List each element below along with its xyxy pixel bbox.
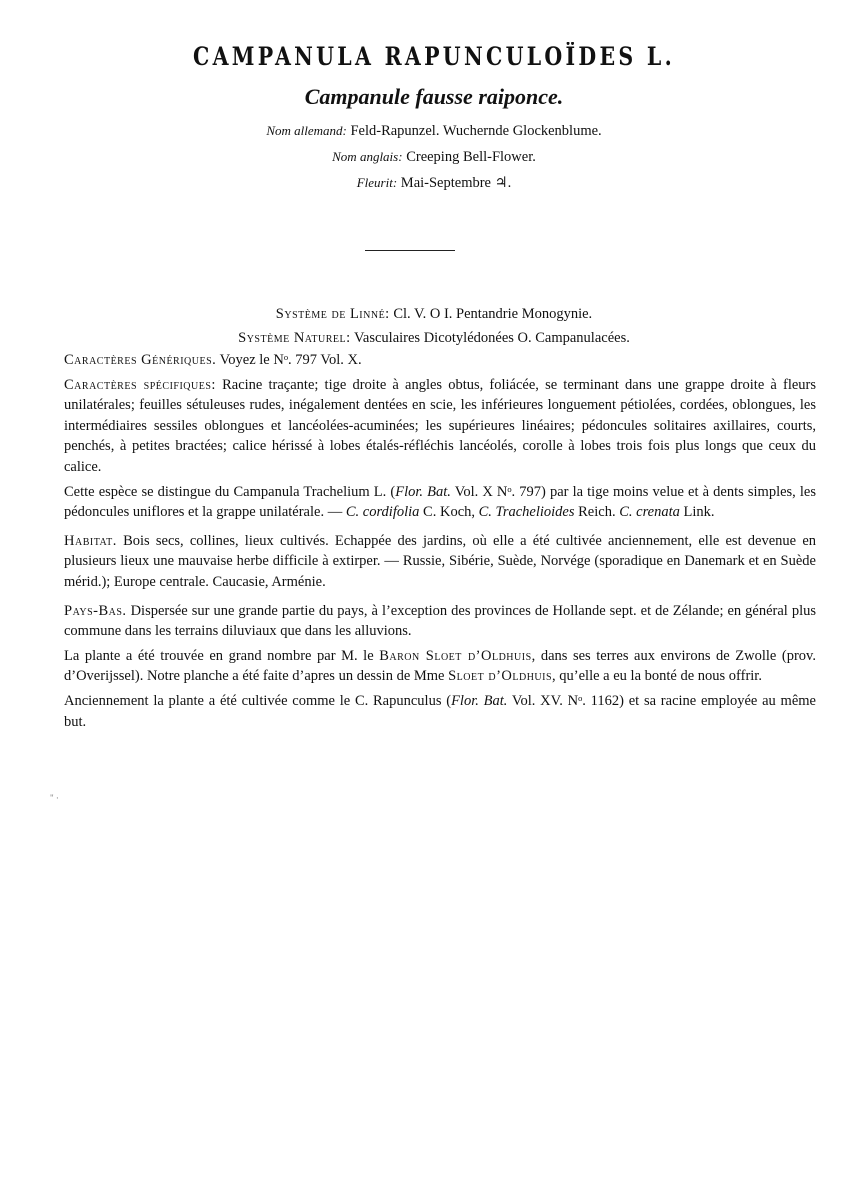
- german-name-value: Feld-Rapunzel. Wuchernde Glockenblume.: [350, 123, 602, 139]
- description-body: [64, 350, 816, 736]
- divider-rule: [365, 250, 455, 251]
- synonym-cordifolia: C. cordifolia: [345, 504, 420, 521]
- linne-system-value: Cl. V. O I. Pentandrie Monogynie.: [393, 306, 593, 322]
- cultivation-reference: Flor. Bat.: [451, 692, 508, 709]
- cultivation-text-b: Vol. XV. Nᵒ. 1162) et sa racine employée au même but.: [64, 692, 816, 730]
- specific-characters-text: Racine traçante; tige droite à angles obtus, foliácée, se terminant dans une grappe droite à fleurs unilatérales; feuilles sétuleuses rudes, inégalement dentées en scie, les inférieures longuement pétiolées, cordées, oblongues, les intermédiaires sessiles oblongues et lancéolées-acuminées; les supérieures linéaires; pédoncules solitaires axillaires, courts, penchés, à petites bractées; calice hérissé à lobes étalés-réfléchis lancéolés, corolle à lobes trois fois plus longs que ceux du calice.: [64, 376, 817, 475]
- distinction-text-c: C. Koch,: [419, 504, 479, 521]
- finder-name: Baron Sloet d’Oldhuis: [379, 647, 532, 664]
- linne-system-label: Système de Linné:: [275, 306, 390, 322]
- finding-paragraph: [64, 646, 816, 687]
- natural-system-value: Vasculaires Dicotylédonées O. Campanulacées.: [354, 330, 630, 346]
- habitat-text: Bois secs, collines, lieux cultivés. Echappée des jardins, où elle a été cultivée anciennement, elle est devenue en plusieurs lieux une mauvaise herbe difficile à extirper. — Russie, Sibérie, Suède, Norvége (sporadique en Danemark et en Suède mérid.); Europe centrale. Caucasie, Arménie.: [64, 532, 817, 590]
- english-name-label: Nom anglais:: [332, 149, 403, 164]
- finding-text-a: La plante a été trouvée en grand nombre par M. le: [64, 647, 380, 664]
- distinction-text-d: Reich.: [574, 504, 620, 521]
- habitat-paragraph: [64, 531, 816, 593]
- specific-characters-label: Caractères spécifiques:: [64, 376, 216, 393]
- illustrator-name: Sloet d’Oldhuis: [448, 668, 553, 685]
- distinction-reference: Flor. Bat.: [395, 483, 451, 500]
- habitat-label: Habitat.: [64, 532, 117, 549]
- flowering-line: [0, 170, 868, 196]
- flowering-label: Fleurit:: [356, 175, 398, 190]
- distinction-text-b: Vol. X Nᵒ. 797) par la tige moins velue et à dents simples, les pédoncules uniflores et la grappe unilatérale. —: [64, 483, 817, 521]
- synonym-crenata: C. crenata: [619, 504, 680, 521]
- netherlands-text: Dispersée sur une grande partie du pays, à l’exception des provinces de Hollande sept. et de Zélande; en général plus commune dans les terrains diluviaux que dans les alluvions.: [64, 602, 817, 640]
- german-name-line: [0, 118, 868, 144]
- distinction-paragraph: [64, 482, 816, 523]
- classification-systems: [0, 302, 868, 350]
- synonym-trachelioides: C. Trachelioides: [478, 504, 575, 521]
- generic-characters-label: Caractères Génériques.: [64, 352, 217, 368]
- finding-text-c: , qu’elle a eu la bonté de nous offrir.: [552, 668, 762, 685]
- generic-characters-text: Voyez le Nᵒ. 797 Vol. X.: [219, 352, 362, 368]
- flowering-value: Mai-Septembre ♃.: [400, 175, 512, 191]
- netherlands-label: Pays-Bas.: [64, 602, 127, 619]
- cultivation-paragraph: [64, 691, 816, 732]
- natural-system-line: [0, 326, 868, 350]
- distinction-text-a: Cette espèce se distingue du Campanula Trachelium L. (: [64, 483, 396, 500]
- natural-system-label: Système Naturel:: [238, 330, 351, 346]
- german-name-label: Nom allemand:: [266, 123, 347, 138]
- specific-characters-paragraph: [64, 375, 816, 478]
- french-name: Campanule fausse raiponce.: [304, 84, 564, 109]
- generic-characters-paragraph: [64, 350, 816, 371]
- english-name-value: Creeping Bell-Flower.: [406, 149, 536, 165]
- print-speck: " ·: [50, 793, 59, 803]
- distinction-text-e: Link.: [679, 504, 715, 521]
- netherlands-paragraph: [64, 601, 816, 642]
- english-name-line: [0, 144, 868, 170]
- common-names: [0, 118, 868, 196]
- species-title: CAMPANULA RAPUNCULOÏDES L.: [192, 42, 676, 71]
- finding-text-b: , dans ses terres aux environs de Zwolle (prov. d’Overijssel). Notre planche a été faite d’apres un dessin de Mme: [64, 647, 816, 685]
- linne-system-line: [0, 302, 868, 326]
- cultivation-text-a: Anciennement la plante a été cultivée comme le C. Rapunculus (: [64, 692, 452, 709]
